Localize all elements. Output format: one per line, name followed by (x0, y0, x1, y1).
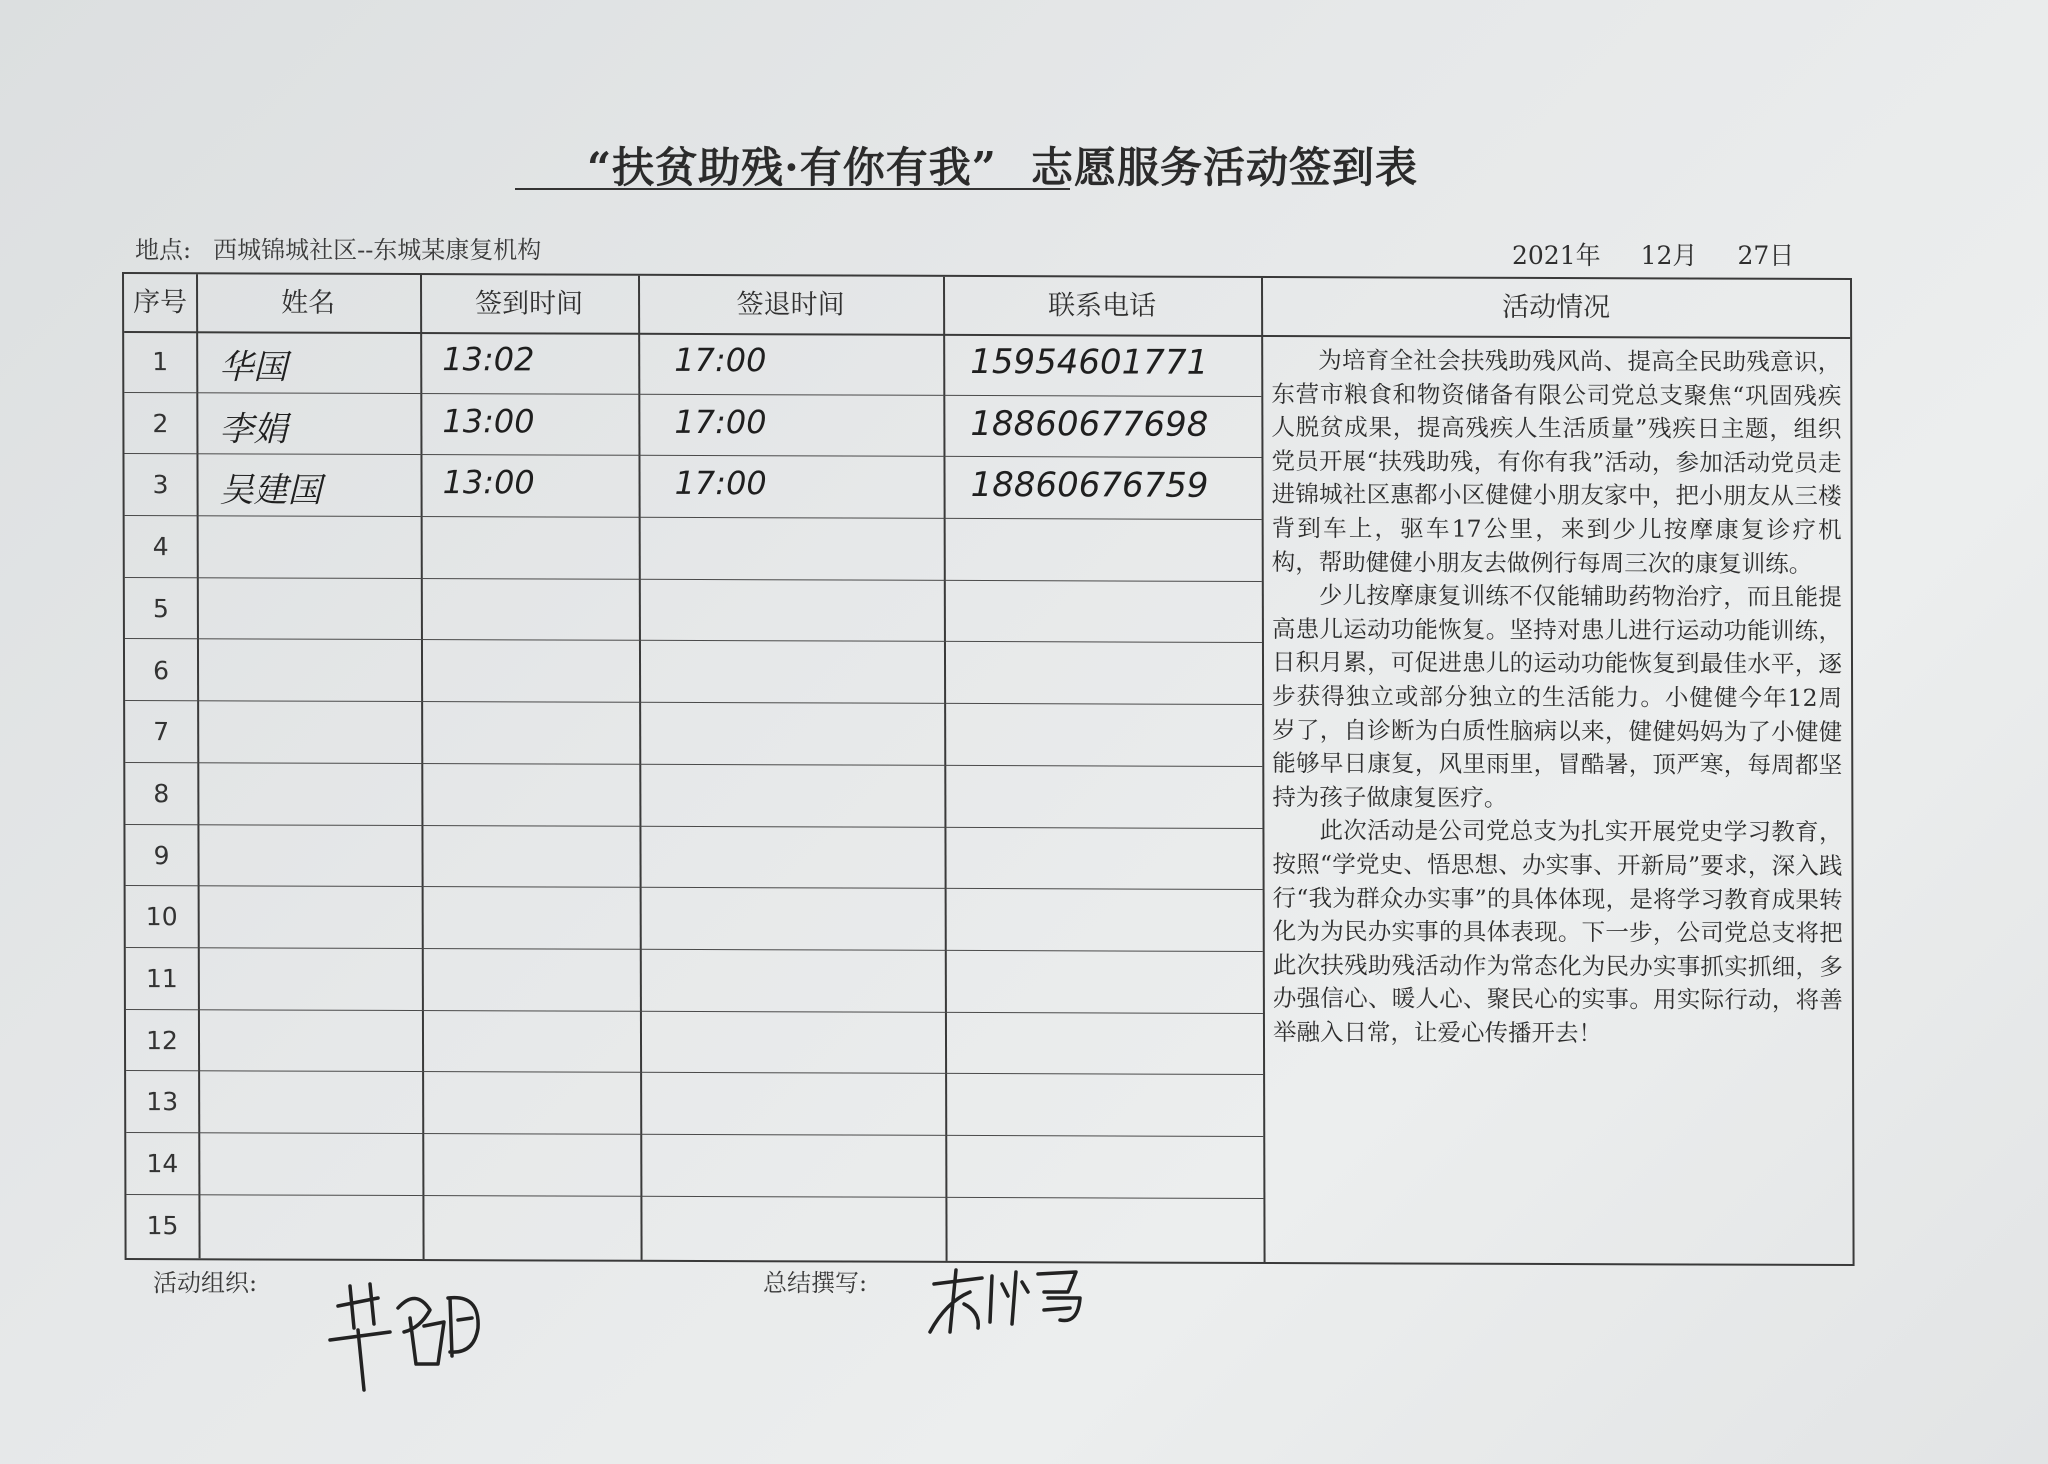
table-row (126, 1195, 1263, 1261)
table-row (125, 763, 1262, 829)
table-row (125, 578, 1262, 644)
activity-description (1271, 344, 1843, 1051)
row-number: 15 (146, 1210, 179, 1240)
activity-paragraph: 少儿按摩康复训练不仅能辅助药物治疗，而且能提高患儿运动功能恢复。坚持对患儿进行运动功能训练，日积月累，可促进患儿的运动功能恢复到最佳水平，逐步获得独立或部分独立的生活能力。小健健今年12周岁了，自诊断为白质性脑病以来，健健妈妈为了小健健能够早日康复，风里雨里，冒酷暑，顶严寒，每周都坚持为孩子做康复医疗。 (1271, 581, 1843, 812)
cell-name: 华国 (219, 347, 288, 388)
date-month: 12月 (1640, 241, 1698, 270)
organizer-signature (320, 1268, 500, 1398)
table-row (126, 886, 1263, 952)
cell-checkin: 13:02 (442, 340, 535, 379)
row-number: 7 (153, 717, 170, 747)
title-activity-name: “扶贫助残·有你有我” (587, 143, 997, 192)
table-row (125, 640, 1262, 706)
table-row (124, 331, 1261, 397)
row-number: 5 (152, 593, 169, 623)
organizer-label: 活动组织: (153, 1269, 258, 1297)
table-row (126, 1010, 1263, 1076)
row-number: 13 (146, 1087, 179, 1117)
header-checkout-time: 签退时间 (736, 289, 845, 321)
table-row (124, 393, 1261, 459)
cell-name: 李娟 (219, 409, 288, 450)
location-label: 地点: (135, 236, 192, 264)
table-row (126, 1133, 1263, 1199)
row-number: 1 (152, 347, 169, 377)
row-number: 4 (152, 532, 169, 562)
row-number: 6 (153, 655, 170, 685)
cell-checkout: 17:00 (674, 340, 767, 380)
row-number: 9 (153, 840, 170, 870)
location-value: 西城锦城社区--东城某康复机构 (213, 236, 542, 264)
table-row (125, 516, 1262, 582)
row-number: 14 (146, 1149, 179, 1179)
cell-checkout: 17:00 (674, 402, 767, 441)
writer-signature (920, 1262, 1090, 1342)
row-number: 2 (152, 408, 169, 438)
writer-label: 总结撰写: (763, 1269, 868, 1297)
activity-paragraph: 此次活动是公司党总支为扎实开展党史学习教育，按照“学党史、悟思想、办实事、开新局”要求，深入践行“我为群众办实事”的具体体现，是将学习教育成果转化为为民办实事的具体表现。下一步，公司党总支将把此次扶残助残活动作为常态化为民办实事抓实抓细，多办强信心、暖人心、聚民心的实事。用实际行动，将善举融入日常，让爱心传播开去！ (1272, 816, 1843, 1048)
table-row (124, 454, 1261, 520)
date-day: 27日 (1737, 241, 1795, 270)
cell-checkin: 13:00 (442, 401, 535, 441)
row-number: 12 (146, 1025, 178, 1055)
row-number: 8 (153, 779, 170, 809)
row-number: 10 (145, 902, 178, 932)
row-number: 3 (152, 470, 169, 500)
cell-name: 吴建国 (219, 470, 322, 512)
table-row (126, 1071, 1263, 1137)
activity-paragraph: 为培育全社会扶残助残风尚、提高全民助残意识，东营市粮食和物资储备有限公司党总支聚焦“巩固残疾人脱贫成果，提高残疾人生活质量”残疾日主题，组织党员开展“扶残助残，有你有我”活动，参加活动党员走进锦城社区惠都小区健健小朋友家中，把小朋友从三楼背到车上，驱车17公里，来到少儿按摩康复诊疗机构，帮助健健小朋友去做例行每周三次的康复训练。 (1271, 346, 1842, 578)
document-title (515, 135, 1475, 195)
header-checkin-time: 签到时间 (475, 288, 584, 320)
date-line (1512, 236, 1812, 272)
table-row (126, 948, 1263, 1014)
table-row (125, 701, 1262, 767)
table-row (125, 825, 1262, 891)
location-line (135, 230, 541, 265)
header-name: 姓名 (281, 287, 336, 319)
cell-checkin: 13:00 (442, 463, 535, 502)
header-number: 序号 (133, 287, 188, 319)
title-form-name: 志愿服务活动签到表 (1030, 143, 1418, 192)
cell-phone: 15954601771 (970, 341, 1209, 383)
header-activity: 活动情况 (1502, 291, 1611, 324)
header-phone: 联系电话 (1048, 290, 1157, 322)
cell-checkout: 17:00 (674, 464, 767, 503)
cell-phone: 18860676759 (970, 465, 1209, 507)
date-year: 2021年 (1512, 241, 1601, 270)
sign-in-table (122, 272, 1855, 1266)
cell-phone: 18860677698 (970, 403, 1209, 445)
row-number: 11 (145, 964, 178, 994)
